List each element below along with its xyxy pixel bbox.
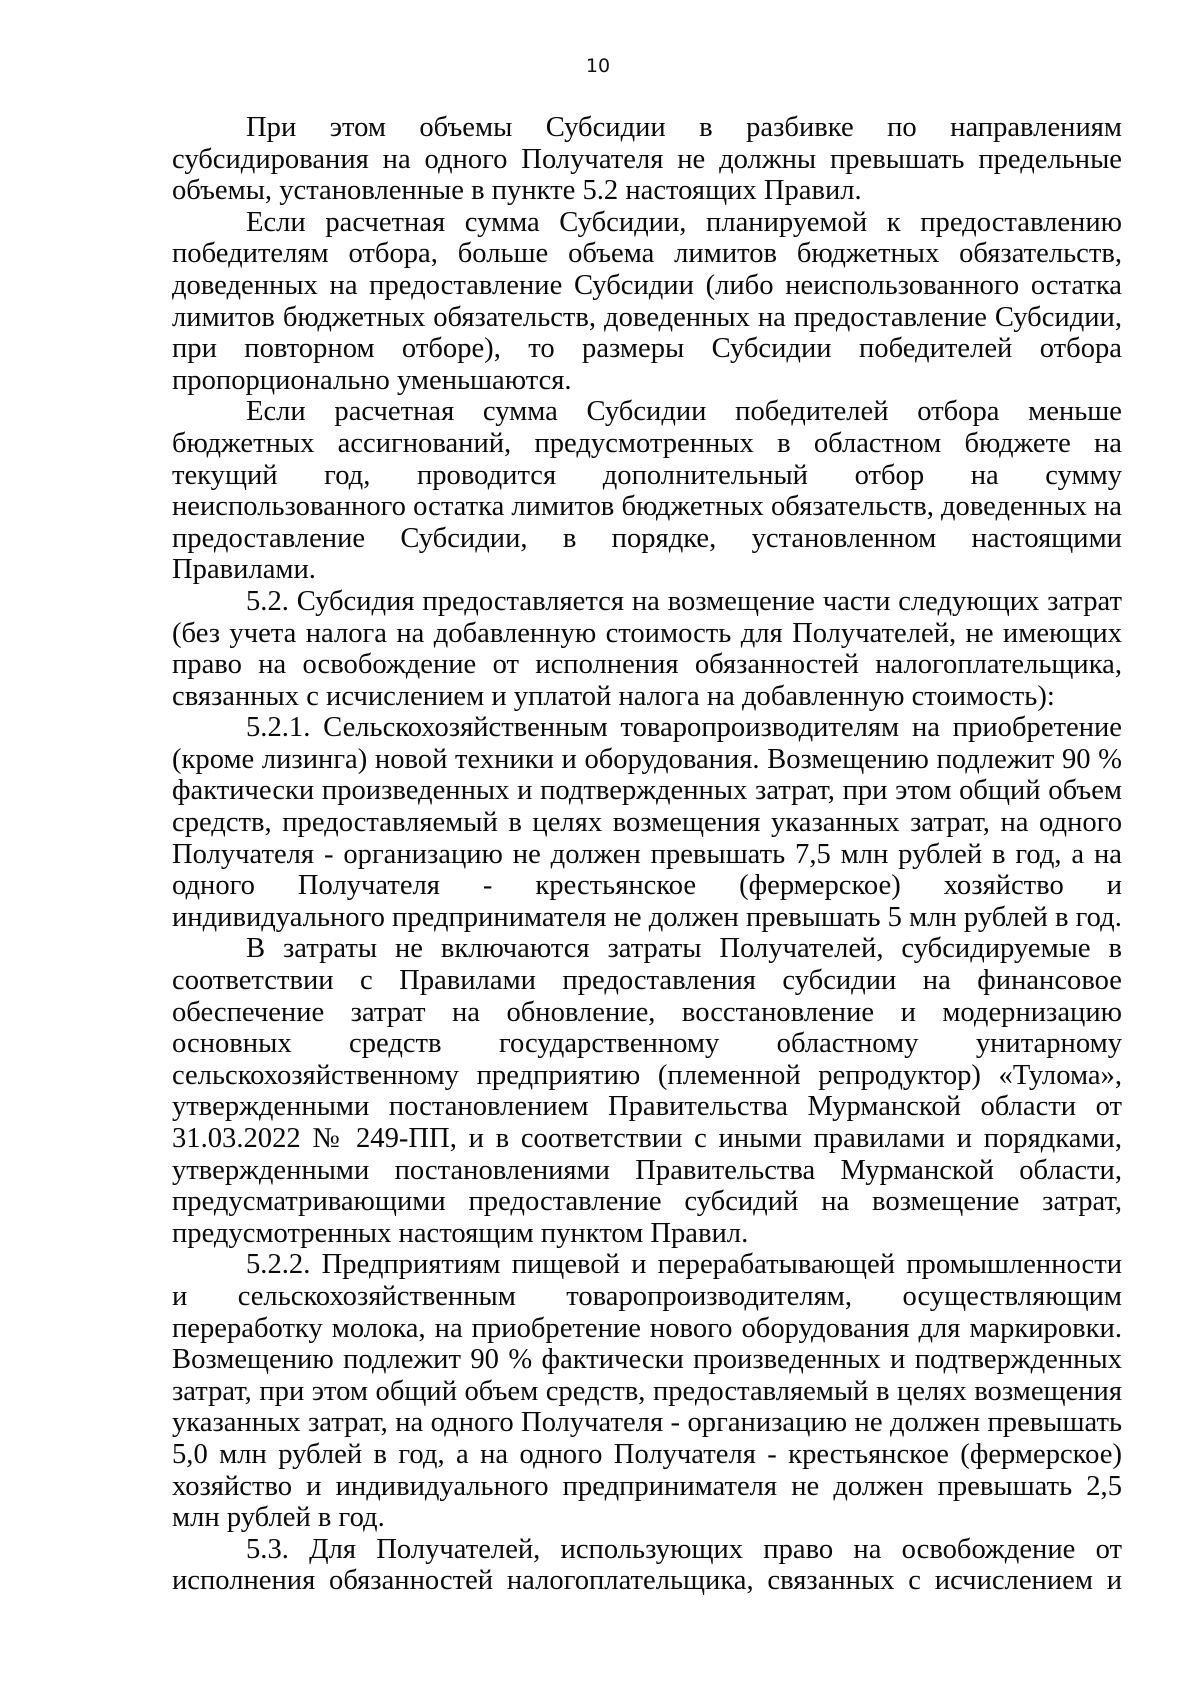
paragraph-proportional-reduction: Если расчетная сумма Субсидии, планируемой к предоставлению победителям отбора, больше объема лимитов бюджетных обязательств, доведенных на предоставление Субсидии (либо неиспользованного остатка лимитов бюджетных обязательств, доведенных на предоставление Субсидии, при повторном отборе), то размеры Субсидии победителей отбора пропорционально уменьшаются. <box>172 206 1122 396</box>
paragraph-section-5-2: 5.2. Субсидия предоставляется на возмещение части следующих затрат (без учета налога на добавленную стоимость для Получателей, не имеющих право на освобождение от исполнения обязанностей налогоплательщика, связанных с исчислением и уплатой налога на добавленную стоимость): <box>172 585 1122 712</box>
paragraph-subsidy-volumes: При этом объемы Субсидии в разбивке по направлениям субсидирования на одного Получателя не должны превышать предельные объемы, установленные в пункте 5.2 настоящих Правил. <box>172 112 1122 207</box>
paragraph-additional-selection: Если расчетная сумма Субсидии победителей отбора меньше бюджетных ассигнований, предусмотренных в областном бюджете на текущий год, проводится дополнительный отбор на сумму неиспользованного остатка лимитов бюджетных обязательств, доведенных на предоставление Субсидии, в порядке, установленном настоящими Правилами. <box>172 396 1122 586</box>
paragraph-section-5-2-2: 5.2.2. Предприятиям пищевой и перерабатывающей промышленности и сельскохозяйственным товаропроизводителям, осуществляющим переработку молока, на приобретение нового оборудования для маркировки. Возмещению подлежит 90 % фактически произведенных и подтвержденных затрат, при этом общий объем средств, предоставляемый в целях возмещения указанных затрат, на одного Получателя - организацию не должен превышать 5,0 млн рублей в год, а на одного Получателя - крестьянское (фермерское) хозяйство и индивидуального предпринимателя не должен превышать 2,5 млн рублей в год. <box>172 1249 1122 1534</box>
document-body <box>172 112 1122 1597</box>
page-number: 10 <box>585 55 611 77</box>
paragraph-section-5-3: 5.3. Для Получателей, использующих право на освобождение от исполнения обязанностей налогоплательщика, связанных с исчислением и <box>172 1533 1122 1597</box>
paragraph-section-5-2-1: 5.2.1. Сельскохозяйственным товаропроизводителям на приобретение (кроме лизинга) новой техники и оборудования. Возмещению подлежит 90 % фактически произведенных и подтвержденных затрат, при этом общий объем средств, предоставляемый в целях возмещения указанных затрат, на одного Получателя - организацию не должен превышать 7,5 млн рублей в год, а на одного Получателя - крестьянское (фермерское) хозяйство и индивидуального предпринимателя не должен превышать 5 млн рублей в год. <box>172 712 1122 933</box>
paragraph-excluded-costs: В затраты не включаются затраты Получателей, субсидируемые в соответствии с Правилами предоставления субсидии на финансовое обеспечение затрат на обновление, восстановление и модернизацию основных средств государственному областному унитарному сельскохозяйственному предприятию (племенной репродуктор) «Тулома», утвержденными постановлением Правительства Мурманской области от 31.03.2022 № 249-ПП, и в соответствии с иными правилами и порядками, утвержденными постановлениями Правительства Мурманской области, предусматривающими предоставление субсидий на возмещение затрат, предусмотренных настоящим пунктом Правил. <box>172 933 1122 1249</box>
